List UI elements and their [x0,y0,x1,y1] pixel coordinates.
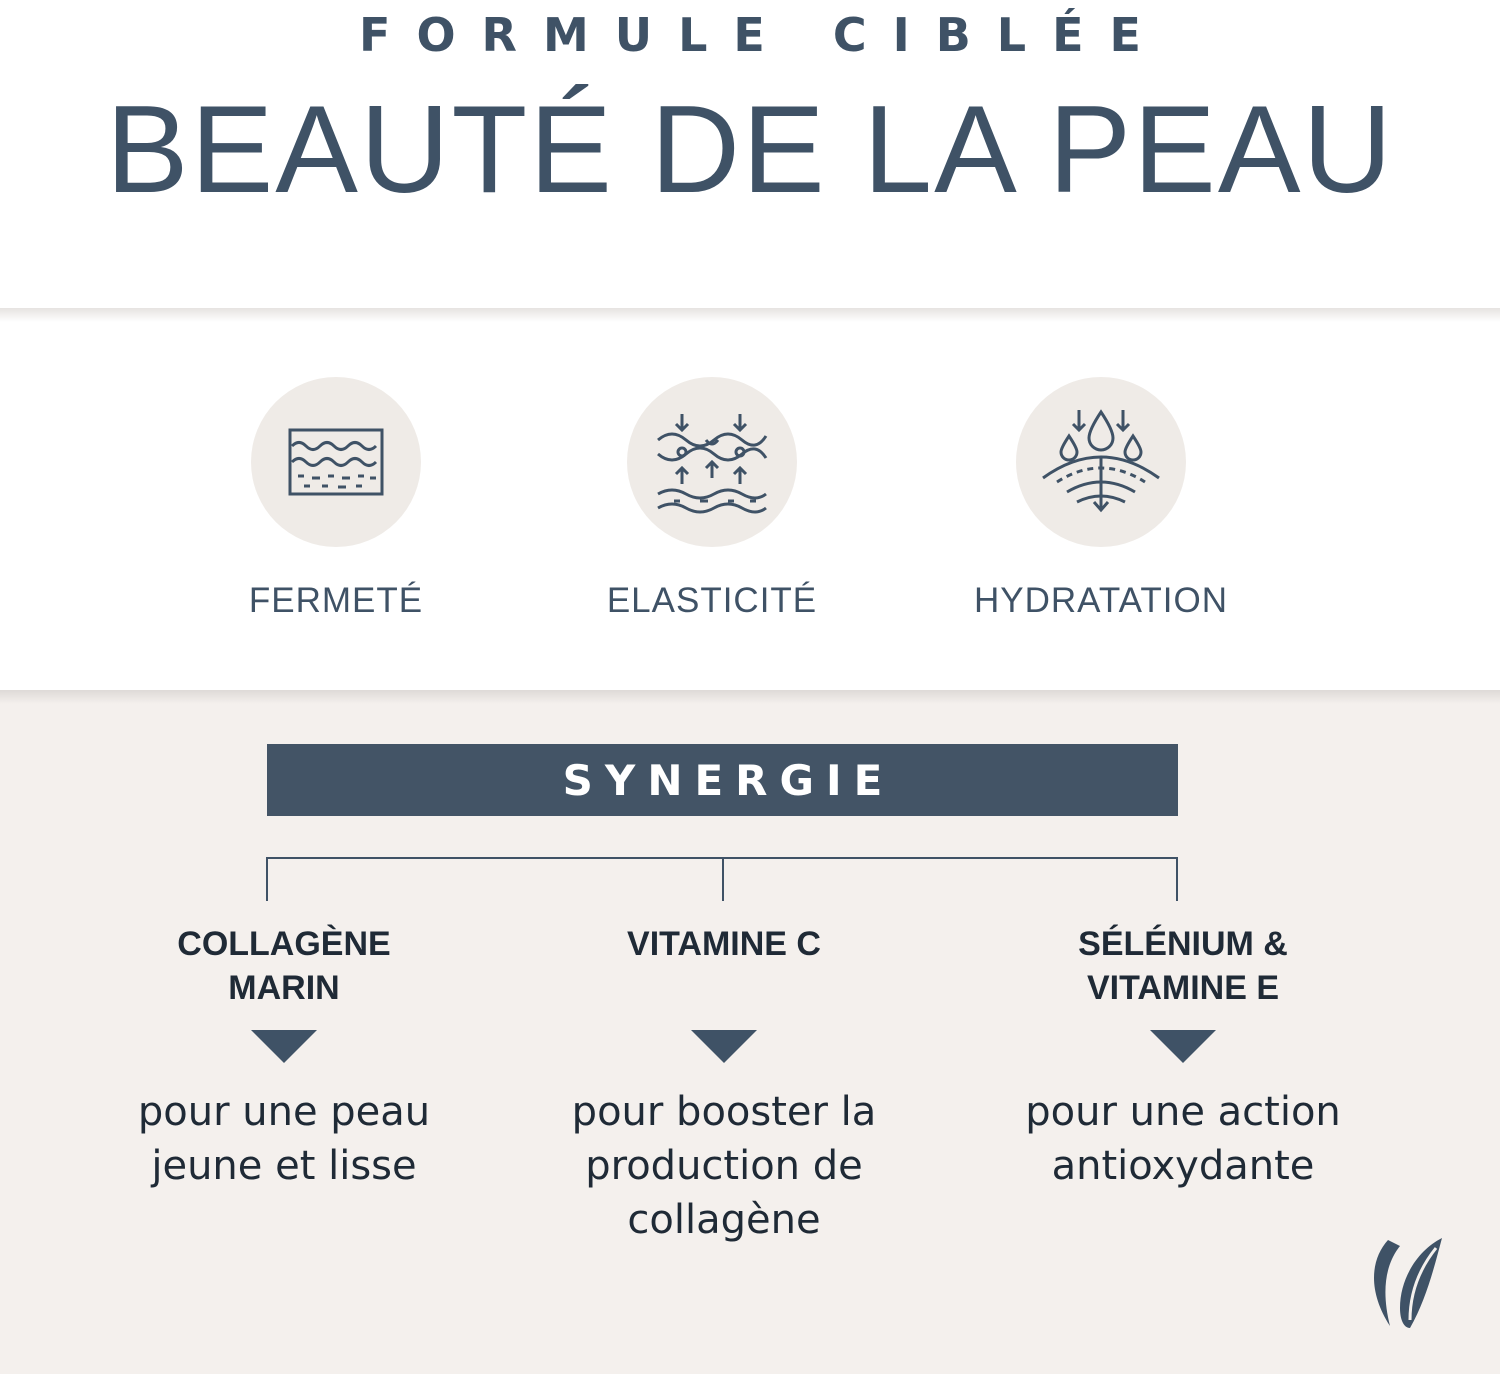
synergy-title: SYNERGIE [562,755,895,805]
ingredient-name: SÉLÉNIUM & VITAMINE E [1078,925,1288,1007]
benefit-hydratation [931,377,1271,621]
brand-leaf-logo [1366,1234,1446,1330]
benefit-icon-circle [251,377,421,547]
synergy-section [0,690,1500,1374]
down-arrow-icon [691,1030,757,1063]
ingredient-description: pour booster la production de collagène [571,1089,877,1243]
ingredient-name: COLLAGÈNE MARIN [177,925,391,1007]
down-arrow-icon [1150,1030,1216,1063]
synergy-item-collagene [74,922,494,1193]
main-title: BEAUTÉ DE LA PEAU [105,81,1395,219]
synergy-item-vitamine-c [514,922,934,1247]
header [0,0,1500,310]
benefit-label: ELASTICITÉ [606,581,818,620]
skin-hydration-icon [1039,406,1163,518]
benefit-fermete [166,377,506,621]
benefit-label: HYDRATATION [973,581,1229,620]
benefit-icon-circle [627,377,797,547]
ingredient-description: pour une action antioxydante [1025,1089,1341,1189]
eyebrow-title: FORMULE CIBLÉE [359,8,1167,62]
benefit-elasticite [542,377,882,621]
skin-elasticity-icon [654,410,770,514]
benefit-icon-circle [1016,377,1186,547]
benefits-section [0,322,1500,690]
down-arrow-icon [251,1030,317,1063]
benefit-label: FERMETÉ [248,581,424,620]
skin-layers-icon [286,426,386,498]
section-divider [0,308,1500,322]
ingredient-name: VITAMINE C [627,925,821,963]
synergy-item-selenium [973,922,1393,1193]
ingredient-description: pour une peau jeune et lisse [137,1089,431,1189]
